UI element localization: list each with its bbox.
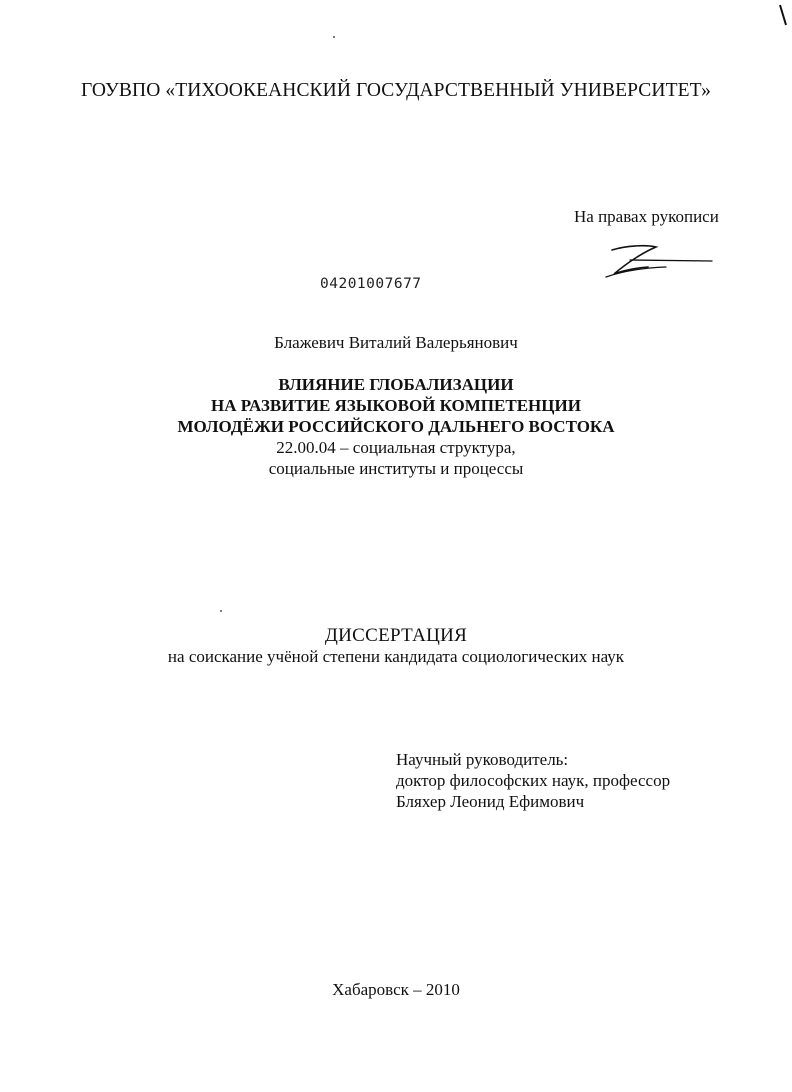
degree-statement: на соискание учёной степени кандидата социологических наук [167, 647, 625, 666]
supervisor-name: Бляхер Леонид Ефимович [396, 792, 585, 811]
title-line: МОЛОДЁЖИ РОССИЙСКОГО ДАЛЬНЕГО ВОСТОКА [177, 417, 615, 436]
scan-mark-icon [778, 4, 788, 26]
signature-icon [600, 238, 715, 282]
title-line: ВЛИЯНИЕ ГЛОБАЛИЗАЦИИ [278, 375, 514, 394]
rights-note: На правах рукописи [574, 207, 719, 226]
scan-speck [333, 36, 335, 38]
supervisor-label: Научный руководитель: [396, 750, 569, 769]
specialty-line: 22.00.04 – социальная структура, [276, 438, 516, 457]
archive-number: 04201007677 [320, 276, 422, 292]
supervisor-block [396, 749, 670, 812]
specialty [0, 437, 792, 479]
author-name: Блажевич Виталий Валерьянович [274, 333, 518, 352]
title-line: НА РАЗВИТИЕ ЯЗЫКОВОЙ КОМПЕТЕНЦИИ [211, 396, 581, 415]
scan-speck [220, 610, 222, 612]
dissertation-title [0, 374, 792, 437]
document-type: ДИССЕРТАЦИЯ [324, 625, 468, 646]
institution-name: ГОУВПО «ТИХООКЕАНСКИЙ ГОСУДАРСТВЕННЫЙ УНИВЕРСИТЕТ» [81, 80, 711, 101]
city-year: Хабаровск – 2010 [332, 980, 460, 999]
supervisor-credentials: доктор философских наук, профессор [396, 771, 671, 790]
specialty-line: социальные институты и процессы [268, 459, 524, 478]
